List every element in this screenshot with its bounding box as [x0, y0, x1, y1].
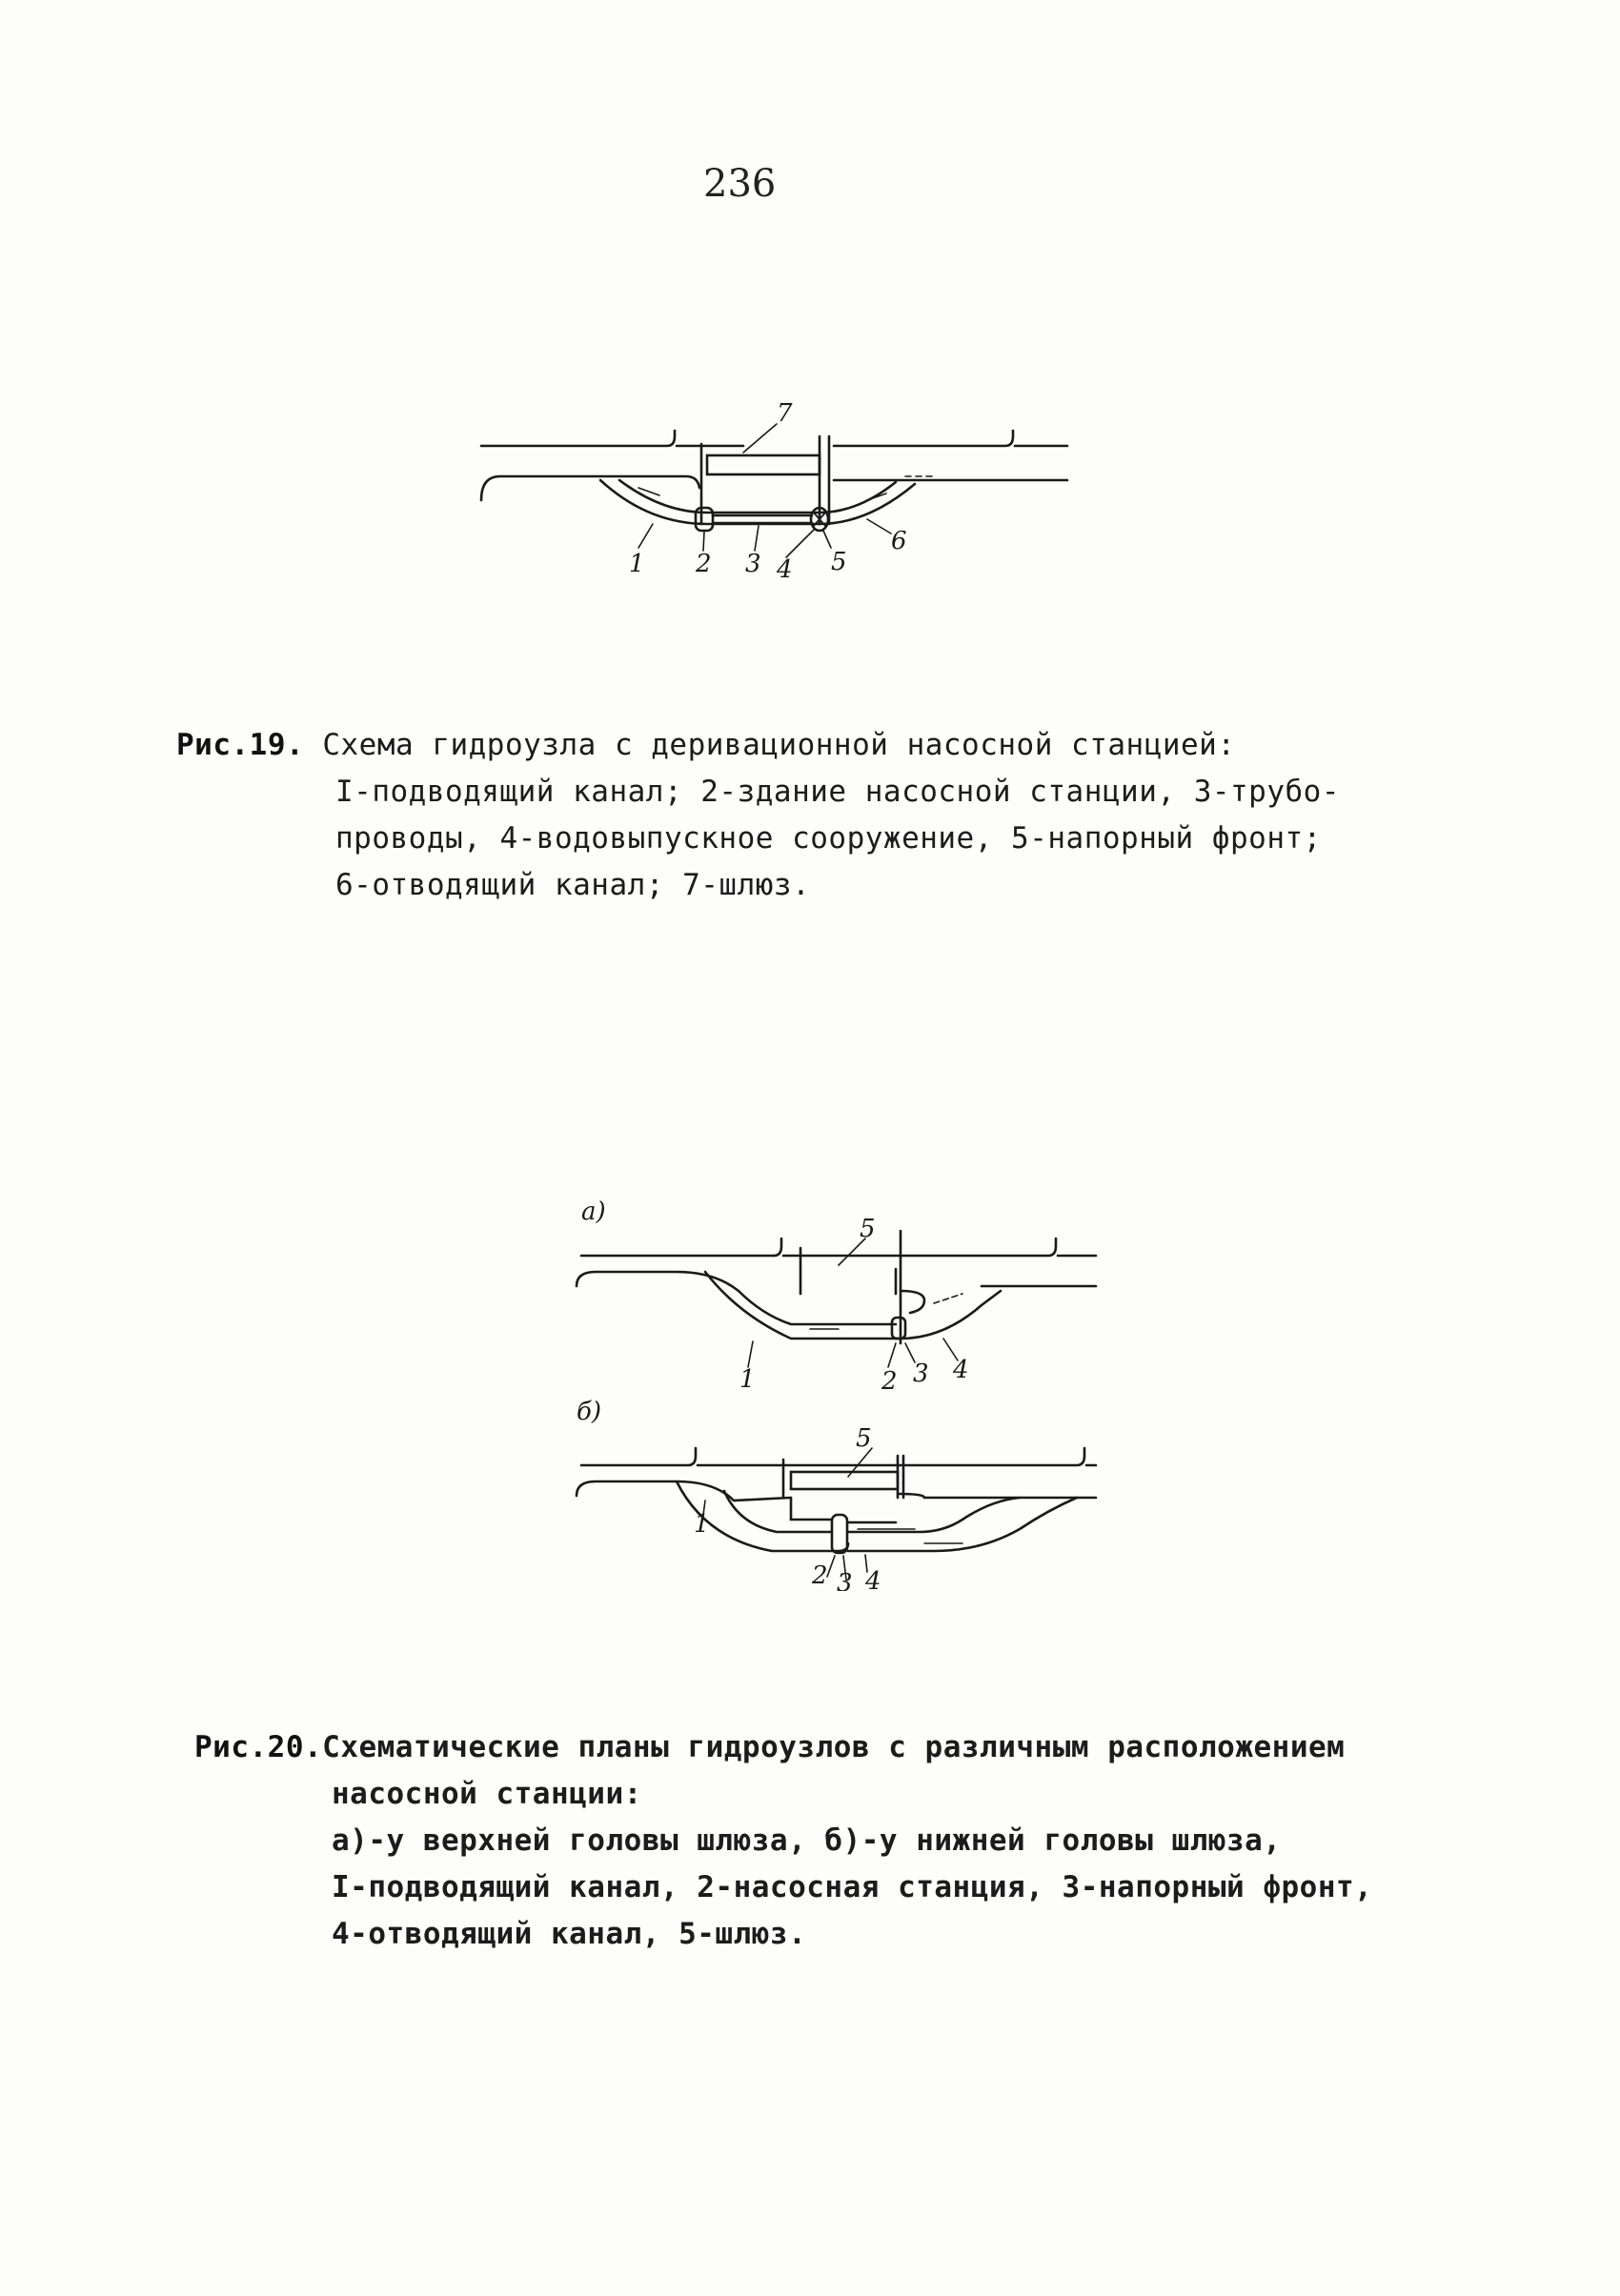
figure-20-diagram	[562, 1191, 1115, 1591]
figure-20-caption-line-2: насосной станции:	[332, 1777, 642, 1811]
river-lower-left-line	[481, 476, 699, 500]
figure-19-svg	[457, 381, 1086, 591]
figure-20-svg	[562, 1191, 1115, 1591]
figure-20-caption	[194, 1724, 1372, 1958]
fig20-panel-a-label: а)	[581, 1198, 606, 1226]
figure-20-caption-title: Рис.20.	[194, 1730, 323, 1764]
fig20b-label-2: 2	[812, 1561, 828, 1590]
fig20b-label-4: 4	[865, 1567, 881, 1591]
river-upper-right-line	[834, 431, 1013, 446]
figure-19-caption-line-1: Схема гидроузла с деривационной насосной станцией:	[322, 728, 1236, 762]
fig20a-label-3: 3	[913, 1359, 929, 1388]
fig20a-label-1: 1	[739, 1365, 756, 1394]
fig19-label-6: 6	[891, 527, 907, 555]
figure-19-caption-line-4: 6-отводящий канал; 7-шлюз.	[335, 868, 811, 902]
river-upper-left-line	[481, 431, 675, 446]
figure-19-diagram	[457, 381, 1086, 591]
fig20a-label-4: 4	[953, 1356, 969, 1384]
fig19-label-7: 7	[777, 399, 793, 428]
fig19-label-4: 4	[777, 555, 793, 584]
page-number: 236	[703, 162, 777, 206]
fig19-label-5: 5	[831, 548, 847, 576]
fig19-label-2: 2	[696, 550, 712, 578]
figure-19-caption-line-3: проводы, 4-водовыпускное сооружение, 5-напорный фронт;	[335, 821, 1322, 856]
fig20b-label-5: 5	[856, 1424, 872, 1453]
lock-chamber	[707, 455, 820, 474]
fig20b-label-3: 3	[837, 1569, 853, 1591]
figure-20-caption-line-3: а)-у верхней головы шлюза, б)-у нижней головы шлюза,	[332, 1823, 1282, 1858]
fig19-label-1: 1	[629, 550, 645, 578]
fig19-label-3: 3	[745, 550, 761, 578]
fig20-panel-b-label: б)	[577, 1398, 602, 1426]
figure-20-caption-line-5: 4-отводящий канал, 5-шлюз.	[332, 1917, 807, 1951]
fig20a-label-2: 2	[881, 1367, 898, 1396]
figure-19-caption-title: Рис.19.	[176, 728, 305, 762]
figure-19-caption-line-2: I-подводящий канал; 2-здание насосной станции, 3-трубо-	[335, 775, 1340, 809]
figure-20-caption-line-1: Схематические планы гидроузлов с различным расположением	[322, 1730, 1346, 1764]
derivation-canal-outer	[600, 480, 915, 524]
figure-19-caption	[176, 722, 1340, 909]
derivation-canal-inner	[619, 480, 896, 513]
fig20a-label-5: 5	[860, 1215, 876, 1243]
fig20b-label-1: 1	[694, 1510, 710, 1539]
figure-20-caption-line-4: I-подводящий канал, 2-насосная станция, 3-напорный фронт,	[332, 1870, 1373, 1904]
